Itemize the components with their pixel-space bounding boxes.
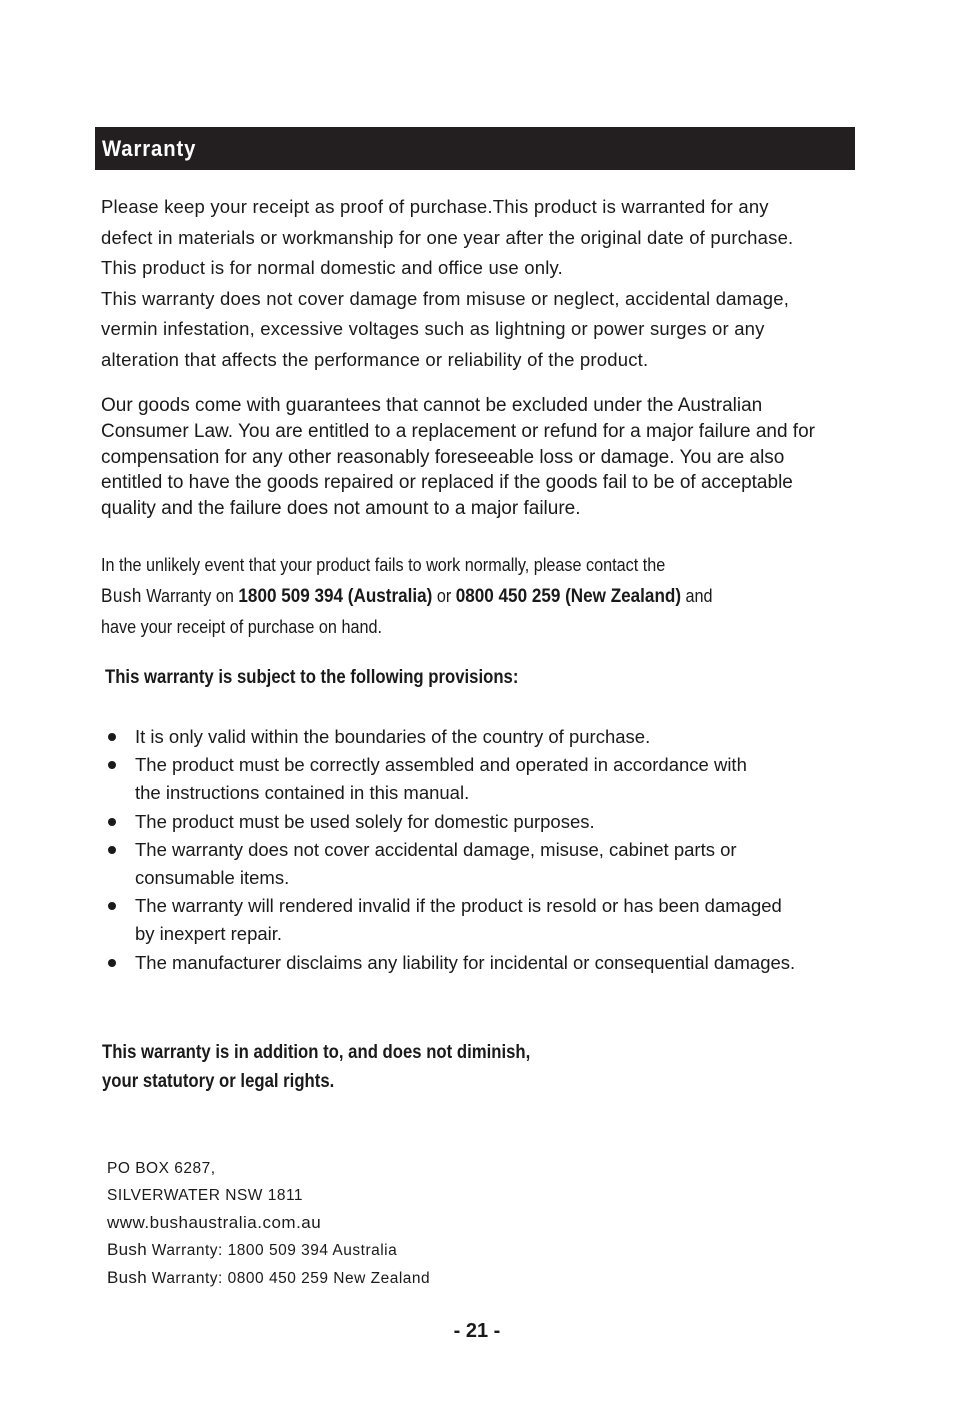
contact-paragraph xyxy=(101,550,861,643)
list-item xyxy=(105,751,865,807)
contact-line-1: In the unlikely event that your product fails to work normally, please contact the xyxy=(101,555,666,575)
statutory-rights-note xyxy=(102,1038,530,1096)
brand-name: Bush xyxy=(101,585,142,607)
list-item xyxy=(105,808,865,836)
intro-line: This product is for normal domestic and office use only. xyxy=(101,257,563,278)
list-item-text: The warranty does not cover accidental damage, misuse, cabinet parts or xyxy=(135,838,737,860)
contact-line-2 xyxy=(101,581,785,613)
statutory-line-2: your statutory or legal rights. xyxy=(102,1071,335,1092)
list-item xyxy=(105,723,865,751)
intro-line: This warranty does not cover damage from misuse or neglect, accidental damage, xyxy=(101,287,790,309)
provisions-list xyxy=(105,723,865,977)
phone-australia: 1800 509 394 (Australia) xyxy=(238,585,433,607)
list-item-text-continued: by inexpert repair. xyxy=(135,923,283,945)
list-item-text: The warranty will rendered invalid if the product is resold or has been damaged xyxy=(135,895,782,917)
bullet-icon xyxy=(108,818,116,826)
au-warranty-line xyxy=(107,1236,430,1264)
list-item-text: It is only valid within the boundaries of the country of purchase. xyxy=(135,726,651,747)
nz-warranty-line xyxy=(107,1264,430,1292)
city-line: SILVERWATER NSW 1811 xyxy=(107,1187,304,1204)
list-item-text: The product must be used solely for domestic purposes. xyxy=(135,810,595,832)
bullet-icon xyxy=(108,959,116,967)
or-text: or xyxy=(432,585,456,606)
bullet-icon xyxy=(108,761,116,769)
consumer-law-line: Consumer Law. You are entitled to a replacement or refund for a major failure and for xyxy=(101,420,815,442)
consumer-law-paragraph xyxy=(101,393,861,522)
brand-name: Bush xyxy=(107,1268,147,1287)
intro-paragraph xyxy=(101,192,861,375)
list-item-text-continued: consumable items. xyxy=(135,867,290,889)
consumer-law-line: Our goods come with guarantees that cannot be excluded under the Australian xyxy=(101,395,763,416)
consumer-law-line: quality and the failure does not amount to a major failure. xyxy=(101,498,581,520)
list-item-text-continued: the instructions contained in this manual. xyxy=(135,782,470,804)
au-warranty-number: Warranty: 1800 509 394 Australia xyxy=(146,1242,398,1259)
phone-new-zealand: 0800 450 259 (New Zealand) xyxy=(455,585,682,607)
contact-line-3: have your receipt of purchase on hand. xyxy=(101,617,382,637)
page-number: - 21 - xyxy=(453,1320,501,1342)
list-item xyxy=(105,836,865,892)
brand-name: Bush xyxy=(107,1240,147,1259)
list-item xyxy=(105,949,865,977)
list-item xyxy=(105,892,865,948)
list-item-text: The product must be correctly assembled and operated in accordance with xyxy=(135,754,747,776)
section-title: Warranty xyxy=(102,136,197,161)
intro-line: vermin infestation, excessive voltages such as lightning or power surges or any xyxy=(101,318,765,339)
statutory-line-1: This warranty is in addition to, and does not diminish, xyxy=(102,1042,531,1063)
list-item-text: The manufacturer disclaims any liability for incidental or consequential damages. xyxy=(135,951,796,973)
bullet-icon xyxy=(108,733,116,741)
intro-line: defect in materials or workmanship for one year after the original date of purchase. xyxy=(101,226,794,248)
website-link[interactable]: www.bushaustralia.com.au xyxy=(107,1213,322,1232)
contact-address xyxy=(107,1155,430,1292)
section-header-bar xyxy=(95,127,855,170)
po-box: PO BOX 6287, xyxy=(107,1160,216,1177)
nz-warranty-number: Warranty: 0800 450 259 New Zealand xyxy=(146,1270,431,1287)
intro-line: alteration that affects the performance or reliability of the product. xyxy=(101,348,649,370)
consumer-law-line: entitled to have the goods repaired or replaced if the goods fail to be of acceptable xyxy=(101,472,793,494)
bullet-icon xyxy=(108,846,116,854)
intro-line: Please keep your receipt as proof of purchase.This product is warranted for any xyxy=(101,196,769,217)
and-text: and xyxy=(681,585,713,606)
warranty-on-text: Warranty on xyxy=(141,585,239,606)
provisions-heading: This warranty is subject to the following provisions: xyxy=(105,667,519,688)
bullet-icon xyxy=(108,902,116,910)
consumer-law-line: compensation for any other reasonably foreseeable loss or damage. You are also xyxy=(101,446,785,468)
